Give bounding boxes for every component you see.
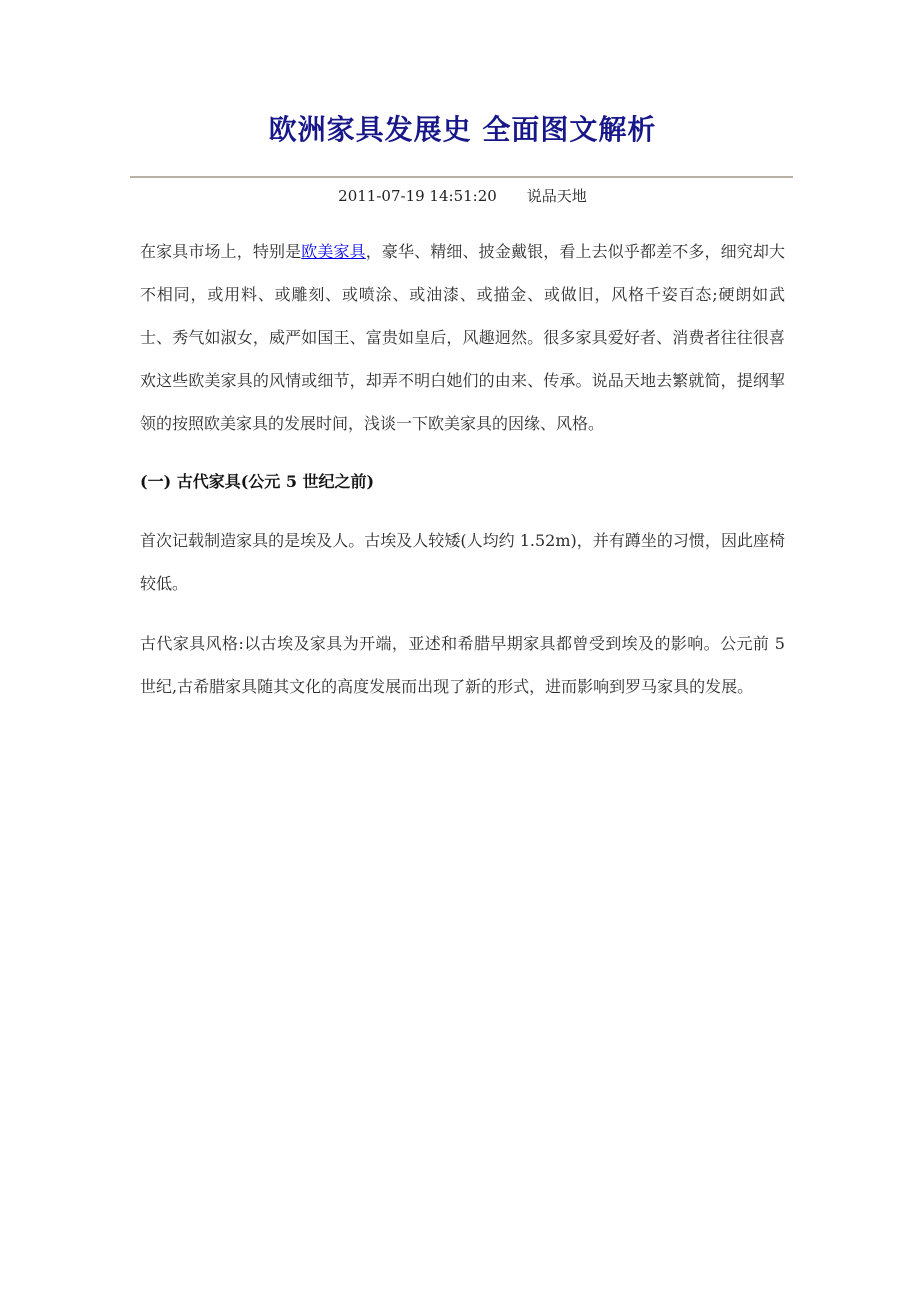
paragraph-egyptians: 首次记载制造家具的是埃及人。古埃及人较矮(人均约 1.52m)，并有蹲坐的习惯，因此座椅较低。 [140,531,785,593]
meta-line [140,186,785,206]
paragraph-ancient-style: 古代家具风格:以古埃及家具为开端，亚述和希腊早期家具都曾受到埃及的影响。公元前 5 世纪,古希腊家具随其文化的高度发展而出现了新的形式，进而影响到罗马家具的发展。 [140,634,785,696]
page-title: 欧洲家具发展史 全面图文解析 [268,113,657,146]
section-heading-ancient-furniture: (一) 古代家具(公元 5 世纪之前) [140,472,375,491]
intro-text-after-link: ，豪华、精细、披金戴银，看上去似乎都差不多，细究却大不相同，或用料、或雕刻、或喷涂、或油漆、或描金、或做旧，风格千姿百态;硬朗如武士、秀气如淑女，威严如国王、富贵如皇后，风趣迥然。很多家具爱好者、消费者往往很喜欢这些欧美家具的风情或细节，却弄不明白她们的由来、传承。说品天地去繁就简，提纲挈领的按照欧美家具的发展时间，浅谈一下欧美家具的因缘、风格。 [140,242,785,433]
oumei-furniture-link[interactable]: 欧美家具 [301,242,366,261]
intro-paragraph [140,230,785,445]
intro-text-before-link: 在家具市场上，特别是 [140,242,302,261]
divider [130,176,793,178]
source-name: 说品天地 [526,187,587,205]
publish-datetime: 2011-07-19 14:51:20 [338,187,497,205]
